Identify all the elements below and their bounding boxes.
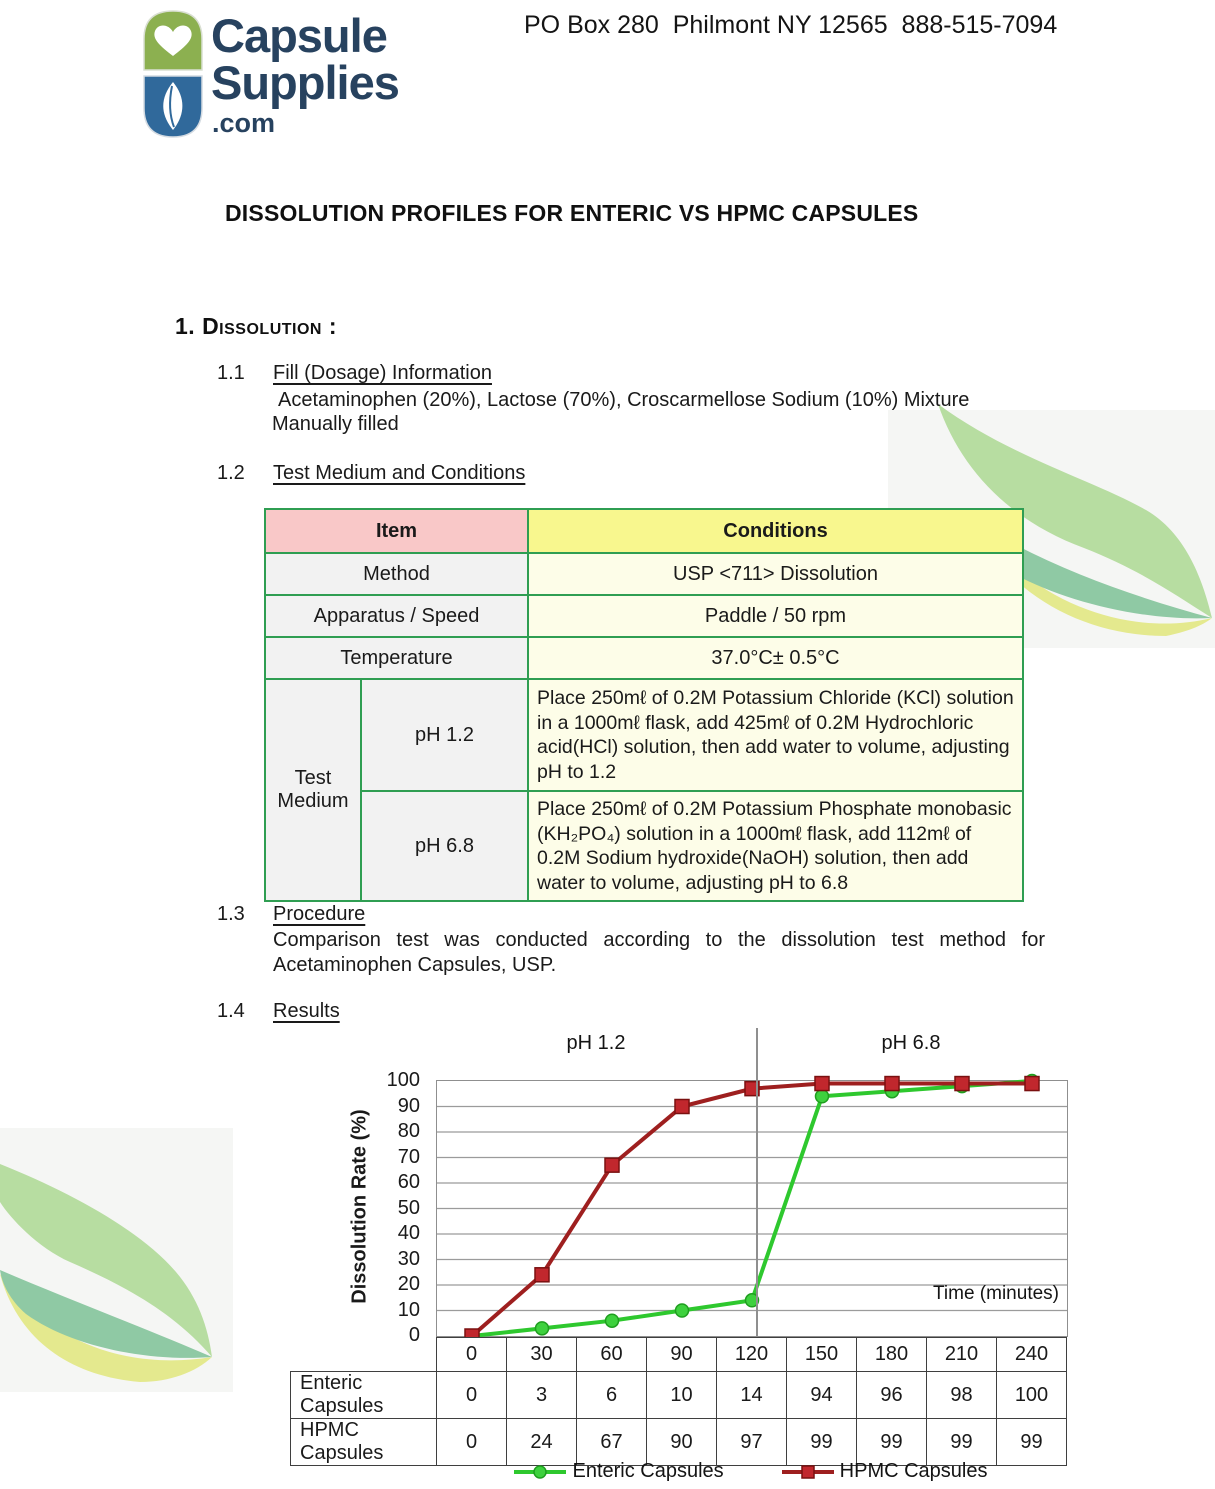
table-row: [265, 679, 1023, 791]
logo-word-com: .com: [212, 108, 276, 138]
section-number-1-4: 1.4: [217, 1000, 245, 1022]
table-row: [265, 595, 1023, 637]
time-value-cell: 30: [507, 1338, 577, 1372]
enteric-value-cell: 100: [997, 1372, 1067, 1419]
table-row: [291, 1419, 1067, 1466]
row-value-method: USP <711> Dissolution: [528, 553, 1023, 595]
section-heading-procedure: Procedure: [273, 903, 366, 925]
hpmc-value-cell: 97: [717, 1419, 787, 1466]
procedure-body: Comparison test was conducted according to the dissolution test method for Acetaminophen Capsules, USP.: [273, 929, 1045, 976]
data-point-marker: [955, 1077, 969, 1091]
y-tick-label: 40: [397, 1222, 420, 1244]
section-number-1-1: 1.1: [217, 362, 245, 384]
y-tick-label: 70: [397, 1145, 420, 1168]
y-tick-label: 90: [397, 1094, 420, 1117]
hpmc-value-cell: 99: [857, 1419, 927, 1466]
logo-word-capsule: Capsule: [211, 9, 387, 62]
row-value-ph-1-2: Place 250mℓ of 0.2M Potassium Chloride (KCl) solution in a 1000mℓ flask, add 425mℓ of 0.2M Hydrochloric acid(HCl) solution, then add water to volume, adjusting pH to 1.2: [528, 679, 1023, 791]
legend-label: Enteric Capsules: [572, 1460, 724, 1482]
region-label-ph-6-8: pH 6.8: [881, 1032, 941, 1054]
enteric-value-cell: 98: [927, 1372, 997, 1419]
hpmc-value-cell: 0: [437, 1419, 507, 1466]
y-tick-label: 10: [397, 1298, 420, 1321]
table-row: [291, 1372, 1067, 1419]
section-number-1-2: 1.2: [217, 462, 245, 484]
row-label-ph-6-8: pH 6.8: [361, 791, 528, 901]
row-label-apparatus: Apparatus / Speed: [265, 595, 528, 637]
fill-info-line2: Manually filled: [272, 413, 399, 435]
row-value-apparatus: Paddle / 50 rpm: [528, 595, 1023, 637]
company-address: PO Box 280 Philmont NY 12565 888-515-7094: [524, 11, 1058, 39]
hpmc-row-header: HPMC Capsules: [291, 1419, 437, 1466]
legend-label: HPMC Capsules: [839, 1460, 988, 1482]
row-label-ph-1-2: pH 1.2: [361, 679, 528, 791]
section-heading-results: Results: [273, 1000, 340, 1022]
hpmc-value-cell: 99: [997, 1419, 1067, 1466]
section-heading-fill-info: Fill (Dosage) Information: [273, 362, 492, 384]
enteric-row-header: Enteric Capsules: [291, 1372, 437, 1419]
enteric-value-cell: 3: [507, 1372, 577, 1419]
data-point-marker: [885, 1077, 899, 1091]
table-row: [265, 791, 1023, 901]
legend-item: [514, 1460, 723, 1483]
table-row: [265, 637, 1023, 679]
data-point-marker: [1025, 1077, 1039, 1091]
hpmc-value-cell: 67: [577, 1419, 647, 1466]
y-tick-label: 20: [397, 1273, 420, 1295]
legend-item: [782, 1460, 988, 1483]
hpmc-value-cell: 99: [927, 1419, 997, 1466]
conditions-table: [264, 508, 1024, 902]
y-tick-label: 50: [397, 1196, 420, 1219]
data-point-marker: [675, 1100, 689, 1114]
data-point-marker: [535, 1268, 549, 1282]
enteric-value-cell: 10: [647, 1372, 717, 1419]
row-value-ph-6-8: Place 250mℓ of 0.2M Potassium Phosphate monobasic (KH₂PO₄) solution in a 1000mℓ flask, add 112mℓ of 0.2M Sodium hydroxide(NaOH) solution, then add water to volume, adjusting pH to 6.8: [528, 791, 1023, 901]
col-header-conditions: Conditions: [528, 509, 1023, 553]
y-axis-tick-labels: [368, 1069, 424, 1346]
row-label-test-medium: Test Medium: [265, 679, 361, 901]
blank-cell: [291, 1338, 437, 1372]
plot-area: [436, 1080, 1068, 1337]
chart-legend: [436, 1460, 1066, 1483]
hpmc-value-cell: 24: [507, 1419, 577, 1466]
table-row: [265, 509, 1023, 553]
time-value-cell: 120: [717, 1338, 787, 1372]
x-axis-title: Time (minutes): [933, 1283, 1059, 1304]
time-value-cell: 150: [787, 1338, 857, 1372]
logo-word-supplies: Supplies: [211, 56, 399, 109]
time-value-cell: 210: [927, 1338, 997, 1372]
table-row: [265, 553, 1023, 595]
enteric-value-cell: 14: [717, 1372, 787, 1419]
hpmc-value-cell: 90: [647, 1419, 717, 1466]
y-tick-label: 100: [386, 1069, 420, 1091]
capsule-logo-icon: [139, 6, 207, 142]
time-value-cell: 90: [647, 1338, 717, 1372]
hpmc-value-cell: 99: [787, 1419, 857, 1466]
decorative-leaves-bottom-left: [0, 1122, 233, 1394]
chart-data-table: [290, 1337, 1067, 1466]
legend-marker-square: [782, 1464, 834, 1480]
time-value-cell: 60: [577, 1338, 647, 1372]
data-point-marker: [606, 1314, 619, 1327]
section-number-1-3: 1.3: [217, 903, 245, 925]
data-point-marker: [815, 1077, 829, 1091]
y-tick-label: 80: [397, 1120, 420, 1142]
y-tick-label: 0: [408, 1324, 420, 1346]
fill-info-line1: Acetaminophen (20%), Lactose (70%), Croscarmellose Sodium (10%) Mixture: [278, 389, 970, 411]
enteric-value-cell: 0: [437, 1372, 507, 1419]
ph-region-divider-line: [756, 1028, 758, 1336]
enteric-value-cell: 96: [857, 1372, 927, 1419]
y-tick-label: 30: [397, 1247, 420, 1270]
time-value-cell: 240: [997, 1338, 1067, 1372]
data-point-marker: [536, 1322, 549, 1335]
row-value-temperature: 37.0°C± 0.5°C: [528, 637, 1023, 679]
row-label-method: Method: [265, 553, 528, 595]
y-axis-title: Dissolution Rate (%): [348, 1109, 371, 1304]
section-heading-test-medium: Test Medium and Conditions: [273, 462, 526, 484]
enteric-value-cell: 6: [577, 1372, 647, 1419]
data-point-marker: [816, 1090, 829, 1103]
legend-marker-circle: [514, 1464, 566, 1480]
table-row: [291, 1338, 1067, 1372]
time-value-cell: 0: [437, 1338, 507, 1372]
y-tick-label: 60: [397, 1171, 420, 1193]
section-heading-dissolution: 1. Dissolution :: [175, 313, 338, 339]
time-value-cell: 180: [857, 1338, 927, 1372]
data-point-marker: [605, 1158, 619, 1172]
enteric-value-cell: 94: [787, 1372, 857, 1419]
data-point-marker: [676, 1304, 689, 1317]
row-label-temperature: Temperature: [265, 637, 528, 679]
col-header-item: Item: [265, 509, 528, 553]
region-label-ph-1-2: pH 1.2: [566, 1032, 626, 1054]
page-title: DISSOLUTION PROFILES FOR ENTERIC VS HPMC CAPSULES: [225, 200, 919, 226]
